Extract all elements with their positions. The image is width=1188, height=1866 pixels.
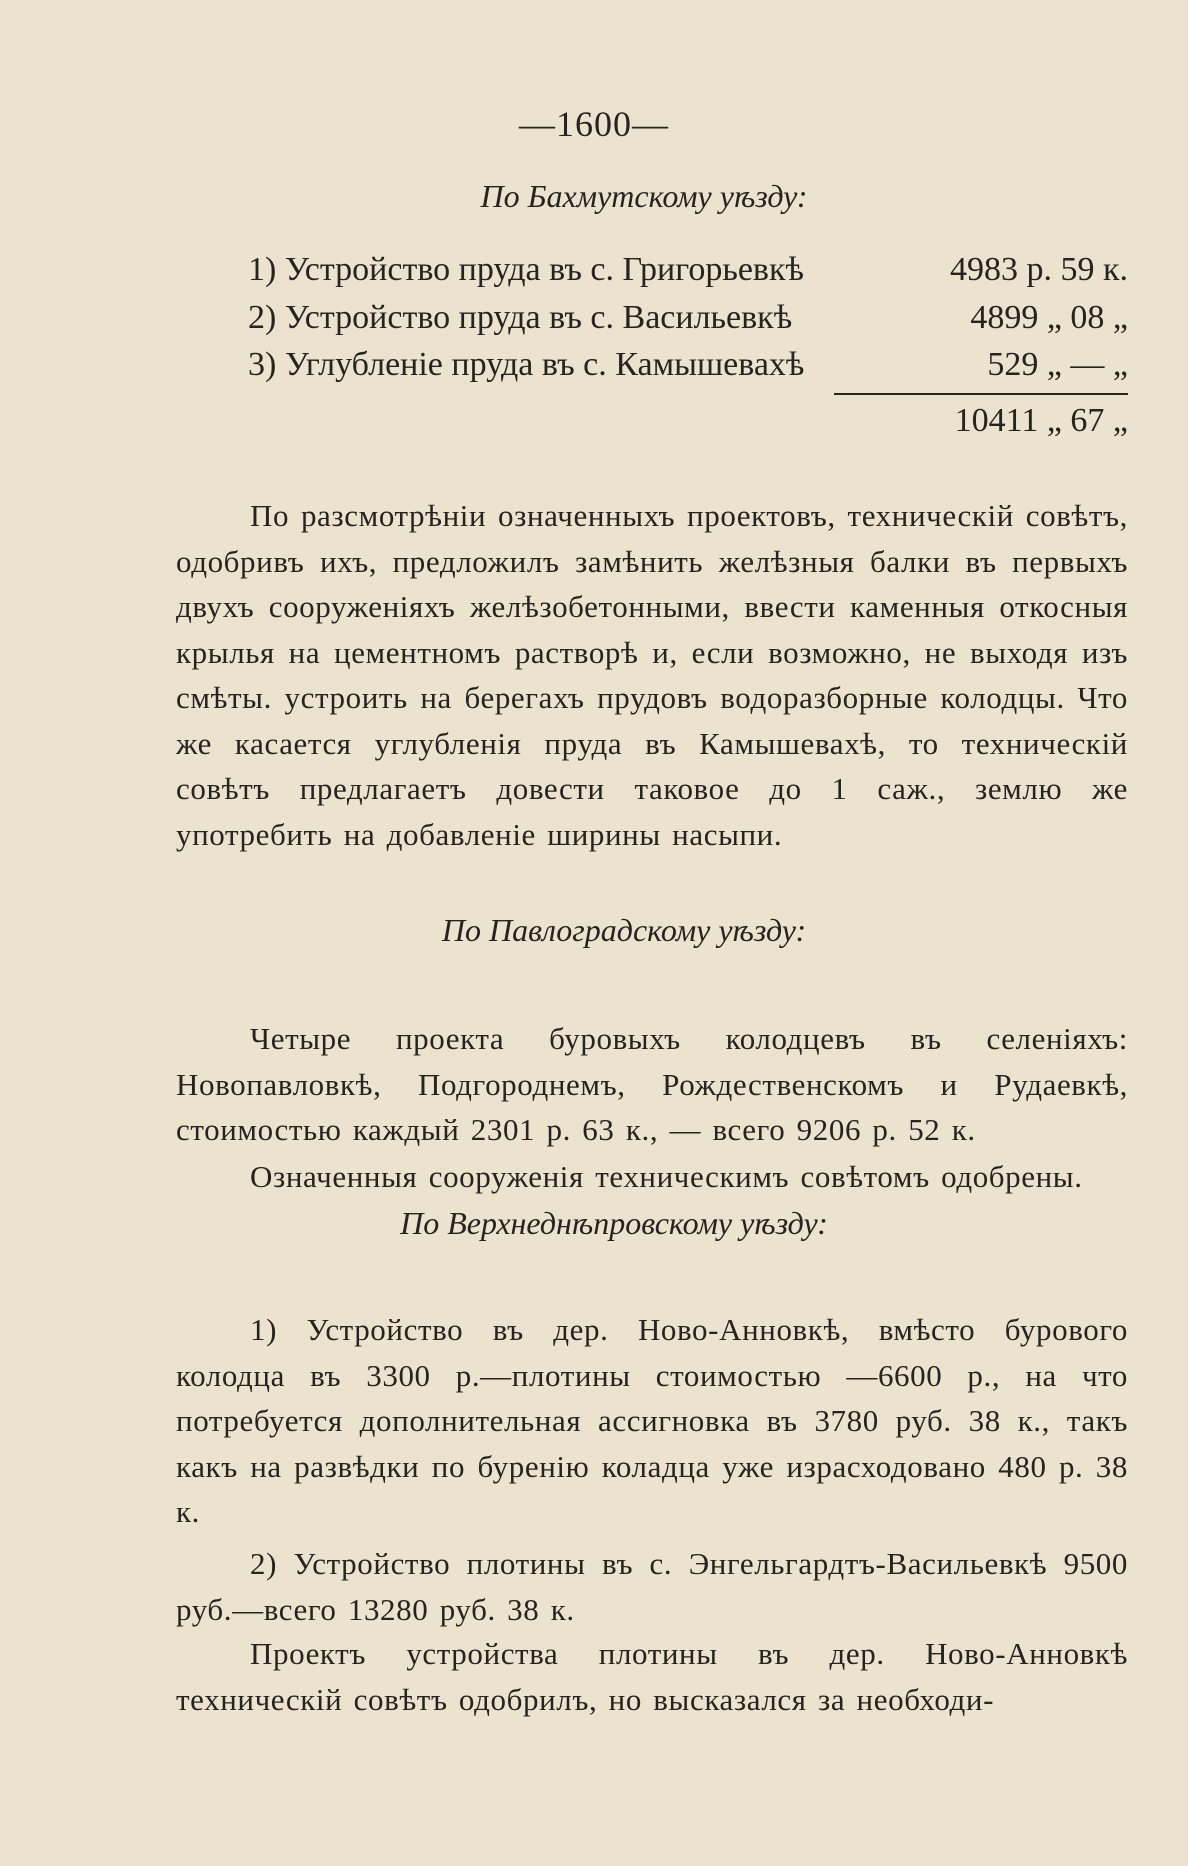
expense-amount: 4983 р. 59 к. <box>949 251 1128 288</box>
section-heading-pavlograd: По Павлоградскому уѣзду: <box>441 912 807 948</box>
expense-description: 2) Устройство пруда въ с. Васильевкѣ <box>248 299 793 336</box>
expense-row <box>248 299 1128 343</box>
expense-description: 3) Углубленіе пруда въ с. Камышевахѣ <box>248 346 805 383</box>
paragraph-technical-council-review: По разсмотрѣніи означенныхъ проектовъ, техническій совѣтъ, одобривъ ихъ, предложилъ замѣнить желѣзныя балки въ первыхъ двухъ сооруженіяхъ желѣзобетонными, ввести каменныя откосныя крылья на цементномъ растворѣ и, если возможно, не выходя изъ смѣты. устроить на берегахъ прудовъ водоразборные колодцы. Что же касается углубленія пруда въ Камышевахѣ, то техническій совѣтъ предлагаетъ довести таковое до 1 саж., землю же употребить на добавленіе ширины насыпи. <box>176 498 1128 852</box>
sum-divider-line <box>834 393 1128 395</box>
paragraph-item-novo-annovka: 1) Устройство въ дер. Ново-Анновкѣ, вмѣсто бурового колодца въ 3300 р.—плотины стоимостью —6600 р., на что потребуется дополнительная ассигновка въ 3780 руб. 38 к., такъ какъ на развѣдки по буренію коладца уже израсходовано 480 р. 38 к. <box>176 1312 1128 1529</box>
expense-total: 10411 „ 67 „ <box>954 402 1128 439</box>
expense-amount: 4899 „ 08 „ <box>970 299 1128 336</box>
paragraph-dam-project: Проектъ устройства плотины въ дер. Ново-Анновкѣ техническій совѣтъ одобрилъ, но высказался за необходи- <box>176 1636 1128 1717</box>
section-heading-bakhmut: По Бахмутскому уѣзду: <box>480 178 808 214</box>
expense-amount: 529 „ — „ <box>987 346 1128 383</box>
expense-row <box>248 251 1128 295</box>
paragraph-approval: Означенныя сооруженія техническимъ совѣтомъ одобрены. <box>250 1159 1083 1194</box>
section-heading-verkhnedneprovsk: По Верхнеднѣпровскому уѣзду: <box>400 1205 828 1241</box>
paragraph-item-engelgardt: 2) Устройство плотины въ с. Энгельгардтъ-Васильевкѣ 9500 руб.—всего 13280 руб. 38 к. <box>176 1546 1128 1627</box>
expense-description: 1) Устройство пруда въ с. Григорьевкѣ <box>248 251 804 288</box>
paragraph-bore-wells: Четыре проекта буровыхъ колодцевъ въ селеніяхъ: Новопавловкѣ, Подгороднемъ, Рождественскомъ и Рудаевкѣ, стоимостью каждый 2301 р. 63 к., — всего 9206 р. 52 к. <box>176 1021 1128 1147</box>
expense-row <box>248 346 1128 390</box>
page-number: —1600— <box>519 104 669 144</box>
